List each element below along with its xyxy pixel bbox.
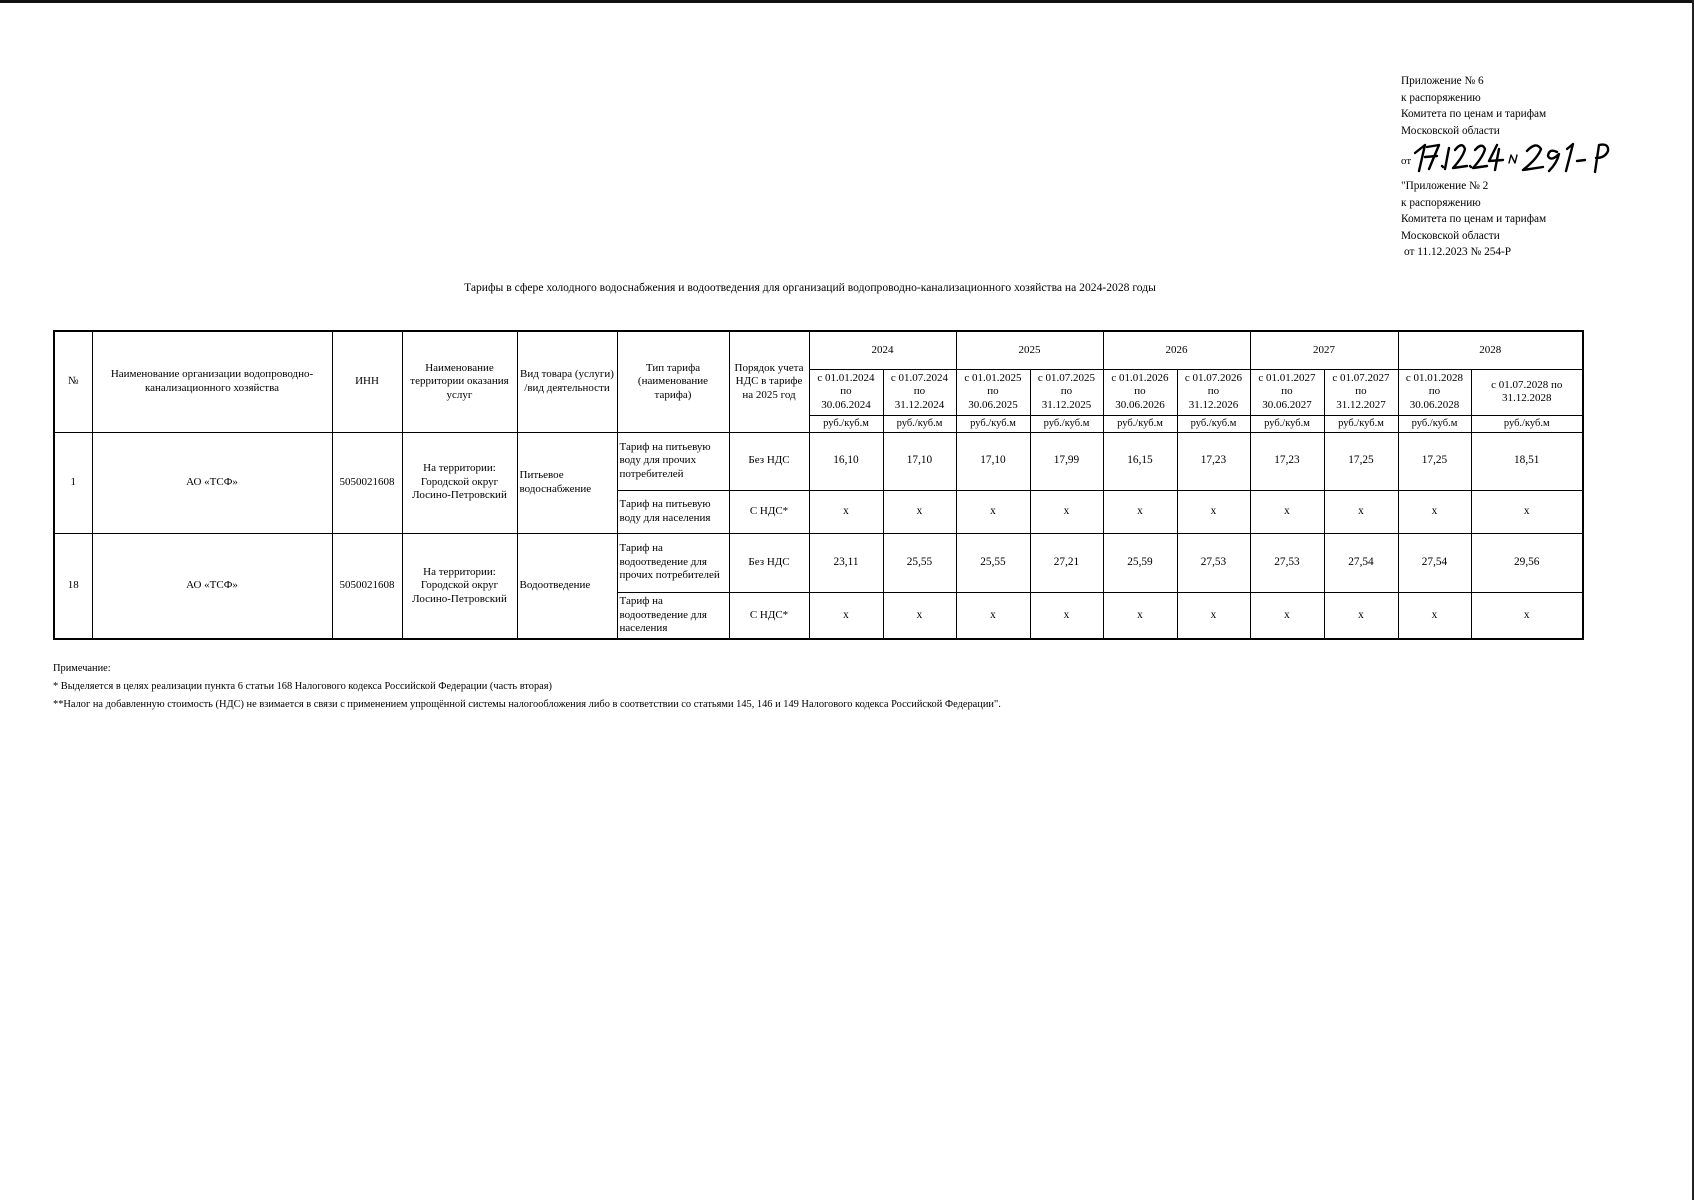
document-title: Тарифы в сфере холодного водоснабжения и водоотведения для организаций водопроводно-канализационного хозяйства на 2024-2028 годы — [464, 281, 1156, 294]
cell-value: 27,21 — [1030, 533, 1103, 592]
cell-value: 23,11 — [809, 533, 883, 592]
cell-tariff: Тариф на питьевую воду для прочих потребителей — [617, 432, 729, 490]
footnote-2: **Налог на добавленную стоимость (НДС) не взимается в связи с применением упрощённой системы налогообложения либо в соответствии со статьями 145, 146 и 149 Налогового кодекса Российской Федерации". — [53, 699, 1001, 710]
header-period: с 01.07.2024 по 31.12.2024 — [883, 369, 956, 415]
header-unit: руб./куб.м — [1177, 415, 1250, 432]
appendix-line: Комитета по ценам и тарифам — [1401, 213, 1547, 225]
cell-value: 25,55 — [883, 533, 956, 592]
cell-goods: Водоотведение — [517, 533, 617, 639]
header-territory: Наименование территории оказания услуг — [402, 331, 517, 432]
handwritten-signature — [1405, 139, 1615, 175]
cell-value: х — [1471, 592, 1583, 639]
cell-value: х — [1250, 592, 1324, 639]
appendix-line: Московской области — [1401, 229, 1500, 242]
cell-value: х — [1030, 490, 1103, 533]
cell-tariff: Тариф на водоотведение для прочих потребителей — [617, 533, 729, 592]
cell-goods: Питьевое водоснабжение — [517, 432, 617, 533]
table-row — [54, 533, 1583, 592]
cell-value: 17,10 — [956, 432, 1030, 490]
footnote-1: * Выделяется в целях реализации пункта 6 статьи 168 Налогового кодекса Российской Федерации (часть вторая) — [53, 681, 553, 692]
cell-value: х — [1250, 490, 1324, 533]
header-unit: руб./куб.м — [1471, 415, 1583, 432]
cell-value: 27,53 — [1250, 533, 1324, 592]
cell-inn: 5050021608 — [332, 533, 402, 639]
cell-organization: АО «ТСФ» — [92, 533, 332, 639]
cell-value: 17,23 — [1250, 432, 1324, 490]
header-period: с 01.01.2028 по 30.06.2028 — [1398, 369, 1471, 415]
cell-organization: АО «ТСФ» — [92, 432, 332, 533]
cell-value: х — [809, 592, 883, 639]
cell-value: х — [809, 490, 883, 533]
header-unit: руб./куб.м — [1250, 415, 1324, 432]
cell-vat: Без НДС — [729, 533, 809, 592]
cell-value: 25,59 — [1103, 533, 1177, 592]
cell-num: 1 — [54, 432, 92, 533]
header-unit: руб./куб.м — [956, 415, 1030, 432]
notes-heading: Примечание: — [53, 663, 111, 674]
cell-value: 16,15 — [1103, 432, 1177, 490]
cell-value: 17,99 — [1030, 432, 1103, 490]
header-tariff-type: Тип тарифа (наименование тарифа) — [617, 331, 729, 432]
cell-value: х — [1324, 490, 1398, 533]
header-year: 2027 — [1250, 331, 1398, 369]
header-period: с 01.01.2025 по 30.06.2025 — [956, 369, 1030, 415]
header-year: 2025 — [956, 331, 1103, 369]
cell-value: х — [883, 592, 956, 639]
cell-value: 17,25 — [1398, 432, 1471, 490]
header-vat-order: Порядок учета НДС в тарифе на 2025 год — [729, 331, 809, 432]
header-unit: руб./куб.м — [1398, 415, 1471, 432]
cell-value: 17,23 — [1177, 432, 1250, 490]
header-period: с 01.07.2026 по 31.12.2026 — [1177, 369, 1250, 415]
appendix-line: "Приложение № 2 — [1401, 180, 1489, 192]
appendix-line: Московской области — [1401, 124, 1500, 137]
header-period: с 01.01.2026 по 30.06.2026 — [1103, 369, 1177, 415]
cell-value: х — [1103, 490, 1177, 533]
cell-inn: 5050021608 — [332, 432, 402, 533]
cell-tariff: Тариф на водоотведение для населения — [617, 592, 729, 639]
scan-top-edge — [0, 0, 1694, 3]
cell-territory: На территории: Городской округ Лосино-Петровский — [402, 432, 517, 533]
handwritten-date-number — [1401, 139, 1546, 175]
cell-value: 29,56 — [1471, 533, 1583, 592]
cell-value: 27,53 — [1177, 533, 1250, 592]
cell-territory: На территории: Городской округ Лосино-Петровский — [402, 533, 517, 639]
header-period: с 01.07.2027 по 31.12.2027 — [1324, 369, 1398, 415]
header-unit: руб./куб.м — [1103, 415, 1177, 432]
cell-value: х — [1398, 490, 1471, 533]
header-year: 2024 — [809, 331, 956, 369]
cell-value: х — [1471, 490, 1583, 533]
cell-value: х — [956, 592, 1030, 639]
header-num: № — [54, 331, 92, 432]
cell-value: х — [883, 490, 956, 533]
header-period: с 01.01.2027 по 30.06.2027 — [1250, 369, 1324, 415]
cell-value: 17,10 — [883, 432, 956, 490]
cell-value: 27,54 — [1398, 533, 1471, 592]
cell-value: х — [1398, 592, 1471, 639]
header-organization: Наименование организации водопроводно-канализационного хозяйства — [92, 331, 332, 432]
appendix-header-top — [1401, 73, 1546, 175]
cell-vat: С НДС* — [729, 490, 809, 533]
from-prefix: от — [1401, 155, 1412, 167]
cell-value: 17,25 — [1324, 432, 1398, 490]
cell-value: 27,54 — [1324, 533, 1398, 592]
cell-value: 25,55 — [956, 533, 1030, 592]
appendix-line: от 11.12.2023 № 254-Р — [1404, 246, 1512, 258]
header-goods: Вид товара (услуги) /вид деятельности — [517, 331, 617, 432]
header-year: 2026 — [1103, 331, 1250, 369]
header-year: 2028 — [1398, 331, 1583, 369]
cell-vat: Без НДС — [729, 432, 809, 490]
cell-value: х — [1030, 592, 1103, 639]
header-period: с 01.07.2028 по 31.12.2028 — [1471, 369, 1583, 415]
cell-tariff: Тариф на питьевую воду для населения — [617, 490, 729, 533]
header-unit: руб./куб.м — [1324, 415, 1398, 432]
appendix-line: Комитета по ценам и тарифам — [1401, 108, 1547, 120]
cell-vat: С НДС* — [729, 592, 809, 639]
header-unit: руб./куб.м — [1030, 415, 1103, 432]
cell-num: 18 — [54, 533, 92, 639]
appendix-line: к распоряжению — [1401, 91, 1481, 104]
header-period: с 01.01.2024 по 30.06.2024 — [809, 369, 883, 415]
table-row — [54, 432, 1583, 490]
footnotes — [53, 660, 1001, 714]
cell-value: х — [1177, 592, 1250, 639]
header-inn: ИНН — [332, 331, 402, 432]
header-period: с 01.07.2025 по 31.12.2025 — [1030, 369, 1103, 415]
cell-value: х — [956, 490, 1030, 533]
cell-value: 18,51 — [1471, 432, 1583, 490]
tariffs-table — [53, 330, 1584, 640]
appendix-line: Приложение № 6 — [1401, 75, 1484, 87]
appendix-header-quoted — [1401, 178, 1546, 261]
header-unit: руб./куб.м — [883, 415, 956, 432]
cell-value: х — [1177, 490, 1250, 533]
cell-value: х — [1103, 592, 1177, 639]
cell-value: х — [1324, 592, 1398, 639]
cell-value: 16,10 — [809, 432, 883, 490]
appendix-line: к распоряжению — [1401, 196, 1481, 209]
header-unit: руб./куб.м — [809, 415, 883, 432]
